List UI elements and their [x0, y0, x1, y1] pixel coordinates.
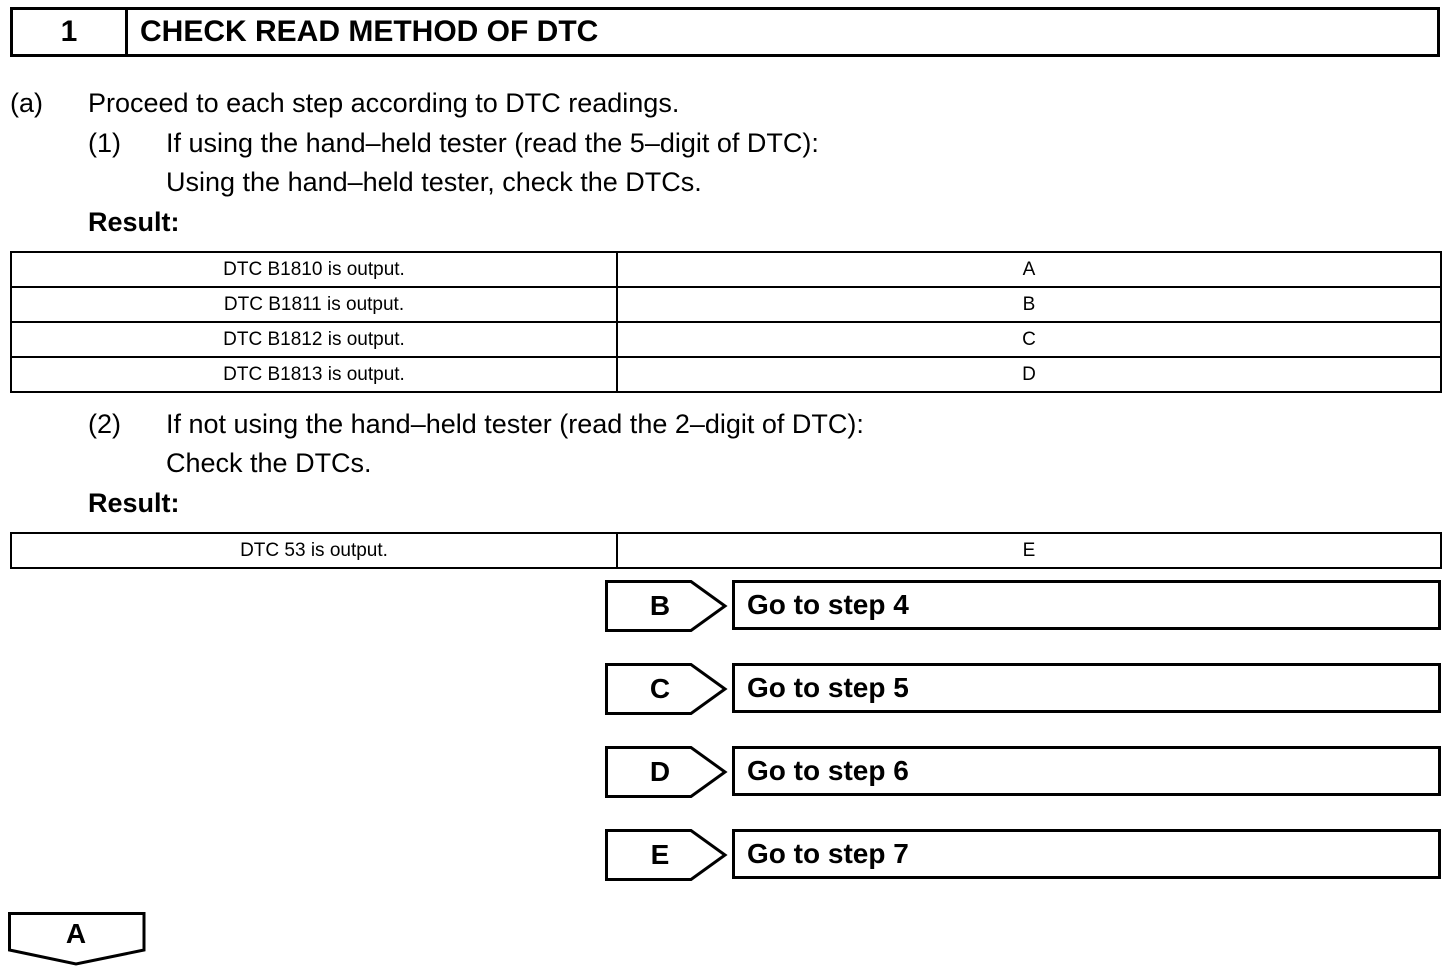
item-a-text: Proceed to each step according to DTC readings. [88, 88, 680, 118]
table-cell-condition: DTC 53 is output. [11, 533, 617, 568]
sub2-marker: (2) [88, 409, 121, 439]
table-cell-condition: DTC B1811 is output. [11, 287, 617, 322]
go-to-step-4-box[interactable]: Go to step 4 [732, 580, 1441, 630]
table-row [11, 357, 1441, 392]
step-number: 1 [13, 10, 128, 54]
go-to-step-6-box[interactable]: Go to step 6 [732, 746, 1441, 796]
continue-a-box[interactable] [8, 912, 148, 968]
table-cell-condition: DTC B1812 is output. [11, 322, 617, 357]
sub2-line2: Check the DTCs. [166, 448, 372, 478]
go-to-step-7-box[interactable]: Go to step 7 [732, 829, 1441, 879]
go-to-step-5-box[interactable]: Go to step 5 [732, 663, 1441, 713]
table-row [11, 252, 1441, 287]
step-header [10, 7, 1440, 57]
table-cell-result: A [617, 252, 1441, 287]
sub1-line2: Using the hand–held tester, check the DTCs. [166, 167, 702, 197]
item-a-marker: (a) [10, 88, 43, 118]
continue-letter: A [65, 918, 87, 949]
sub2-line1: If not using the hand–held tester (read the 2–digit of DTC): [166, 409, 864, 439]
result-table-1 [10, 251, 1442, 393]
branch-c[interactable] [605, 663, 1443, 715]
result-table-2 [10, 532, 1442, 569]
table-row [11, 322, 1441, 357]
table-row [11, 533, 1441, 568]
table-row [11, 287, 1441, 322]
branch-letter: D [649, 756, 671, 787]
step-title: CHECK READ METHOD OF DTC [140, 15, 599, 48]
branch-letter: C [649, 673, 671, 704]
table-cell-result: C [617, 322, 1441, 357]
sub1-line1: If using the hand–held tester (read the 5–digit of DTC): [166, 128, 819, 158]
branch-e[interactable] [605, 829, 1443, 881]
branch-b[interactable] [605, 580, 1443, 632]
table-cell-result: E [617, 533, 1441, 568]
table-cell-result: B [617, 287, 1441, 322]
branch-d[interactable] [605, 746, 1443, 798]
table-cell-condition: DTC B1810 is output. [11, 252, 617, 287]
table-cell-condition: DTC B1813 is output. [11, 357, 617, 392]
table-cell-result: D [617, 357, 1441, 392]
result-label-2: Result: [88, 488, 180, 518]
result-label-1: Result: [88, 207, 180, 237]
sub1-marker: (1) [88, 128, 121, 158]
branch-letter: E [650, 839, 670, 870]
branch-letter: B [649, 590, 671, 621]
